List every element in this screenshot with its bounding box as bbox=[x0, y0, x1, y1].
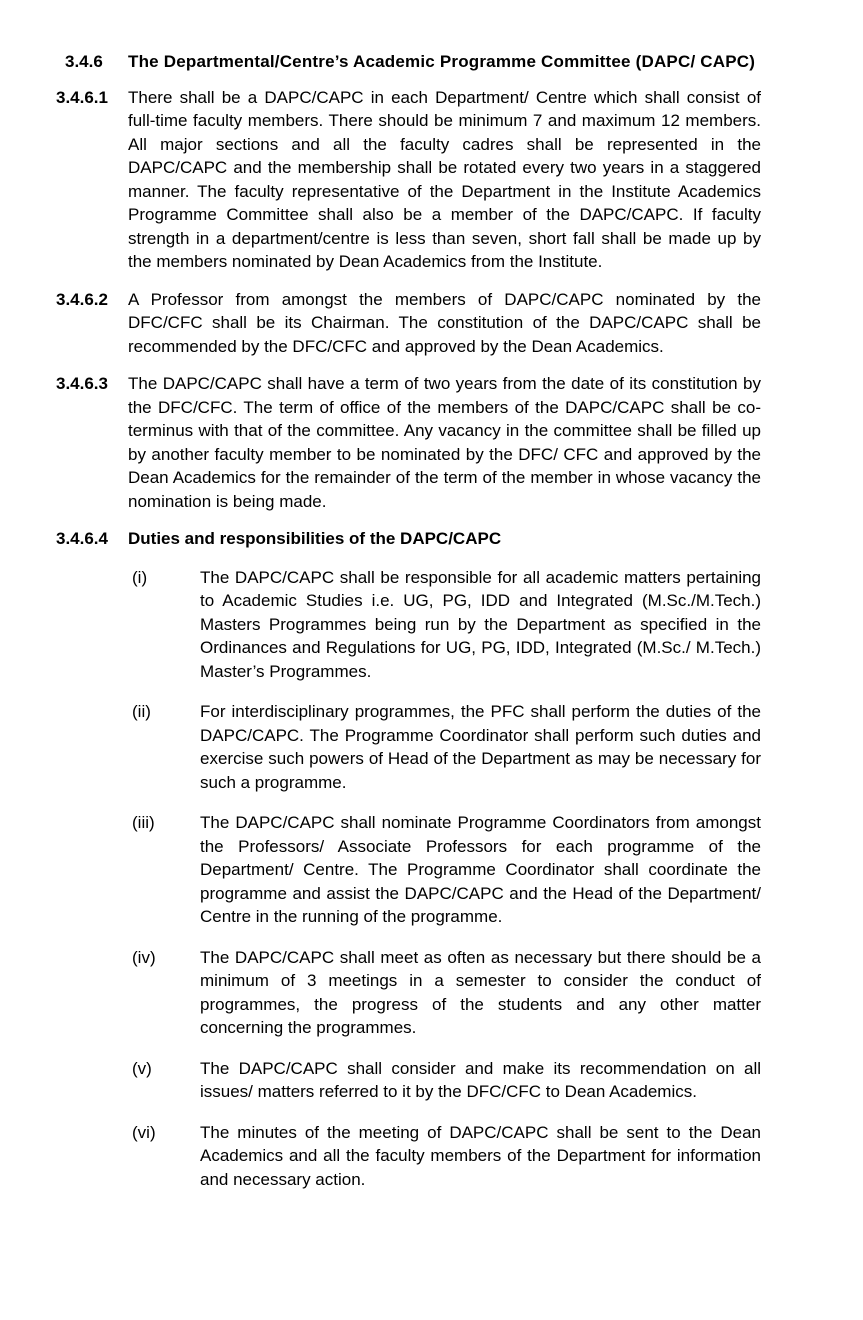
paragraph-text: There shall be a DAPC/CAPC in each Department/ Centre which shall consist of full-time faculty members. There should be minimum 7 and maximum 12 members. All major sections and all the faculty cadres shall be represented in the DAPC/CAPC and the membership shall be rotated every two years in a staggered manner. The faculty representative of the Department in the Institute Academics Programme Committee shall also be a member of the DAPC/CAPC. If faculty strength in a department/centre is less than seven, short fall shall be made up by the members nominated by Dean Academics from the Institute. bbox=[128, 87, 761, 271]
list-item-marker: (i) bbox=[132, 567, 148, 587]
list-item-marker: (iii) bbox=[132, 813, 155, 832]
list-item-marker: (iv) bbox=[132, 947, 156, 967]
duties-list bbox=[56, 566, 761, 1192]
list-item-marker: (vi) bbox=[132, 1122, 156, 1142]
list-item-iv bbox=[132, 946, 761, 1040]
subsection-number: 3.4.6.4 bbox=[56, 529, 108, 548]
list-item-ii bbox=[132, 700, 761, 794]
paragraph-text: The DAPC/CAPC shall have a term of two years from the date of its constitution by the DFC/CFC. The term of office of the members of the DAPC/CAPC shall be co-terminus with that of the committee. Any vacancy in the committee shall be filled up by another faculty member to be nominated by the DFC/ CFC and approved by the Dean Academics for the remainder of the term of the member in whose vacancy the nomination is being made. bbox=[128, 374, 761, 511]
list-item-v bbox=[132, 1057, 761, 1104]
subsection-heading bbox=[56, 527, 761, 551]
section-heading-text: The Departmental/Centre’s Academic Programme Committee (DAPC/ CAPC) bbox=[128, 52, 756, 71]
paragraph-3-4-6-3 bbox=[56, 372, 761, 513]
list-item-text: The minutes of the meeting of DAPC/CAPC shall be sent to the Dean Academics and all the faculty members of the Department for information and necessary action. bbox=[200, 1122, 761, 1189]
paragraph-3-4-6-2 bbox=[56, 288, 761, 359]
list-item-text: For interdisciplinary programmes, the PFC shall perform the duties of the DAPC/CAPC. The Programme Coordinator shall perform such duties and exercise such powers of Head of the Department as may be necessary for such a programme. bbox=[200, 702, 761, 792]
paragraph-number: 3.4.6.2 bbox=[56, 289, 108, 309]
list-item-marker: (v) bbox=[132, 1058, 152, 1078]
paragraph-3-4-6-1 bbox=[56, 86, 761, 274]
list-item-text: The DAPC/CAPC shall consider and make its recommendation on all issues/ matters referred to it by the DFC/CFC to Dean Academics. bbox=[200, 1058, 761, 1101]
paragraph-number: 3.4.6.3 bbox=[56, 374, 108, 393]
section-heading bbox=[56, 50, 761, 74]
list-item-marker: (ii) bbox=[132, 702, 151, 721]
section-number: 3.4.6 bbox=[65, 52, 103, 71]
list-item-iii bbox=[132, 811, 761, 929]
list-item-text: The DAPC/CAPC shall be responsible for all academic matters pertaining to Academic Studies i.e. UG, PG, IDD and Integrated (M.Sc./M.Tech.) Masters Programmes being run by the Department as specified in the Ordinances and Regulations for UG, PG, IDD, Integrated (M.Sc./ M.Tech.) Master’s Programmes. bbox=[200, 567, 761, 681]
list-item-i bbox=[132, 566, 761, 684]
list-item-vi bbox=[132, 1121, 761, 1192]
paragraph-text: A Professor from amongst the members of DAPC/CAPC nominated by the DFC/CFC shall be its Chairman. The constitution of the DAPC/CAPC shall be recommended by the DFC/CFC and approved by the Dean Academics. bbox=[128, 289, 761, 356]
paragraph-number: 3.4.6.1 bbox=[56, 87, 108, 107]
subsection-heading-text: Duties and responsibilities of the DAPC/CAPC bbox=[128, 529, 502, 548]
list-item-text: The DAPC/CAPC shall meet as often as necessary but there should be a minimum of 3 meetings in a semester to consider the conduct of programmes, the progress of the students and any other matter concerning the programmes. bbox=[200, 947, 761, 1037]
list-item-text: The DAPC/CAPC shall nominate Programme Coordinators from amongst the Professors/ Associate Professors for each programme of the Department/ Centre. The Programme Coordinator shall coordinate the programme and assist the DAPC/CAPC and the Head of the Department/ Centre in the running of the programme. bbox=[200, 813, 761, 926]
